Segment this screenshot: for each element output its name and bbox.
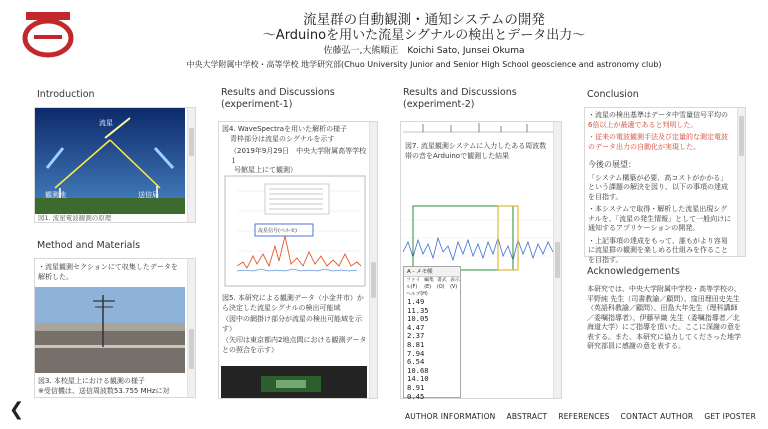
future-point-3: ・上記事項の達成をもって、誰もがより容易に流星群の観測を楽しめる仕組みを作ることを目指す。 [588, 236, 728, 264]
intro-scroll-thumb[interactable] [189, 128, 194, 156]
university-logo [22, 8, 74, 60]
conclusion-scrollbar[interactable] [737, 108, 745, 256]
menu-view[interactable]: 表示(V) [450, 278, 460, 290]
methods-title: Method and Materials [37, 240, 141, 251]
menu-file[interactable]: ファイル(F) [406, 278, 421, 290]
value-row: 4.47 [407, 322, 425, 332]
conclusion-point-2: ・従来の電波観測手法及び定量的な測定電波のデータ出力の自動化が実現した。 [588, 133, 728, 151]
value-row: 11.35 [407, 305, 429, 315]
label-meteor: 流星 [99, 119, 113, 127]
chart-annotation: 流星信号(ペルセ) [258, 228, 297, 234]
ack-text: 本研究では、中央大学附属中学校・高等学校の、平野純 先生（司書教諭／顧問）、窪田理田史先生（英語科教諭／顧問）、田島大年先生（理科講師／委嘱指導者）、伊藤早織 先生（委嘱指導者／北海道大学）にご指導を頂いた。ここに深謝の意を表する。また、本研究に協力してくださった地学研究部員に感謝の意を表する。 [587, 285, 741, 350]
results1-heading [221, 87, 335, 111]
rooftop-photo [35, 287, 185, 373]
results1-subtitle: (experiment-1) [221, 99, 293, 110]
fig4-line-4: 号館屋上にて観測） [234, 166, 297, 174]
results2-subtitle: (experiment-2) [403, 99, 475, 110]
fig4-line-2: 青枠部分は流星のシグナルを示す [230, 134, 335, 143]
value-row: 0.45 [407, 391, 425, 401]
conclusion-title: Conclusion [587, 89, 639, 100]
results1-title: Results and Discussions [221, 87, 335, 98]
back-arrow-icon[interactable]: ❮ [9, 399, 25, 420]
poster-authors: 佐藤弘一,大熊順正 Koichi Sato, Junsei Okuma [323, 46, 525, 56]
arduino-signal-chart [403, 202, 553, 274]
value-row: 14.10 [407, 374, 429, 384]
ack-title: Acknowledgements [587, 266, 680, 277]
nav-contact-author[interactable]: CONTACT AUTHOR [620, 412, 694, 421]
menu-format[interactable]: 書式(O) [436, 278, 447, 290]
intro-panel[interactable] [34, 107, 196, 223]
poster-title: 流星群の自動観測・通知システムの開発 [303, 12, 545, 28]
fig5-line-1: 図5. 本研究による観測データ（小金井市）から決定した流星シグナルの検出可能域 [222, 294, 364, 312]
poster-affiliation: 中央大学附属中学校・高等学校 地学研究部(Chuo University Junior and Senior High School geoscience and astronomy club) [186, 60, 662, 69]
results1-scroll-thumb[interactable] [371, 262, 376, 298]
results1-panel[interactable] [218, 121, 378, 399]
value-row: 7.94 [407, 348, 425, 358]
methods-text: ・流星観測セクションにて収集したデータを解析した。 [38, 263, 178, 281]
intro-title: Introduction [37, 89, 95, 100]
label-observer: 観測地 [45, 191, 66, 199]
label-transmitter: 送信局 [138, 191, 159, 199]
methods-scroll-thumb[interactable] [189, 329, 194, 369]
value-row: 6.54 [407, 357, 425, 367]
methods-caption-2: ※受信機は、送信周波数53.755 MHzに対 [38, 387, 170, 395]
nav-get-iposter[interactable]: GET IPOSTER [704, 412, 756, 421]
methods-caption-1: 図3. 本校屋上における観測の様子 [38, 377, 145, 385]
fig4-line-3: （2019年9月29日 中央大学附属高等学校１ [230, 147, 367, 165]
value-row: 8.91 [407, 382, 425, 392]
value-row: 10.68 [407, 365, 429, 375]
value-row: 2.37 [407, 331, 425, 341]
conclusion-point-1: ・流星の検出基準はデータ中雪量信号平均の [588, 111, 728, 119]
poster-header [120, 12, 728, 70]
conclusion-scroll-thumb[interactable] [739, 116, 744, 156]
future-point-2: ・本システムで取得・解析した流星出現シグナルを、「流星の発生情報」として一般向けに通知するアプリケーションの開発。 [588, 205, 732, 232]
fig5-line-3: （矢印は東京都内2地点間における観測データとの照合を示す） [222, 336, 367, 354]
value-row: 10.05 [407, 314, 429, 324]
results2-title: Results and Discussions [403, 87, 517, 98]
results2-scroll-thumb[interactable] [555, 242, 560, 278]
strip-chart-top [403, 122, 553, 136]
future-point-1: 「システム構築が必要、高コストがかかる」という課題の解決を図り、以下の事項の達成を目指す。 [588, 173, 728, 201]
nav-author-information[interactable]: AUTHOR INFORMATION [404, 412, 496, 421]
conclusion-content [588, 111, 734, 265]
results2-scrollbar[interactable] [553, 122, 561, 398]
value-row: 8.81 [407, 339, 425, 349]
fig7-caption: 図7. 流星観測システムに入力したある周波数帯の音をArduinoで観測した結果 [405, 142, 547, 160]
poster-subtitle: 〜Arduinoを用いた流星シグナルの検出とデータ出力〜 [262, 28, 586, 43]
results2-panel[interactable] [400, 121, 562, 399]
notepad-menu [404, 277, 460, 291]
nav-abstract[interactable]: ABSTRACT [506, 412, 548, 421]
future-title: 今後の展望： [588, 160, 636, 169]
notepad-window[interactable] [403, 266, 461, 401]
intro-scrollbar[interactable] [187, 108, 195, 222]
nav-references[interactable]: REFERENCES [558, 412, 610, 421]
fig5-caption [222, 294, 368, 355]
notepad-titlebar: A - メモ帳 [404, 267, 460, 277]
conclusion-panel[interactable] [584, 107, 746, 264]
detection-map-image [221, 366, 367, 398]
value-row: 1.49 [407, 297, 425, 306]
bottom-nav [405, 412, 756, 421]
results1-scrollbar[interactable] [369, 122, 377, 398]
methods-panel[interactable] [34, 258, 196, 398]
fig4-line-1: 図4. WaveSpectraを用いた解析の様子 [222, 125, 348, 133]
fig5-line-2: （図中の網掛け部分が流星の検出可能域を示す） [222, 315, 362, 333]
menu-edit[interactable]: 編集(E) [424, 278, 434, 290]
conclusion-point-1-highlight: 6倍以上が最適であると判明した。 [588, 120, 698, 129]
menu-help[interactable]: ヘルプ(H) [406, 292, 428, 297]
fig4-caption [222, 125, 368, 176]
notepad-content [404, 298, 460, 401]
wavespectra-chart [225, 176, 365, 286]
results2-heading [403, 87, 517, 111]
methods-scrollbar[interactable] [187, 259, 195, 397]
intro-caption: 図1. 流星電波観測の原理 [38, 214, 112, 222]
